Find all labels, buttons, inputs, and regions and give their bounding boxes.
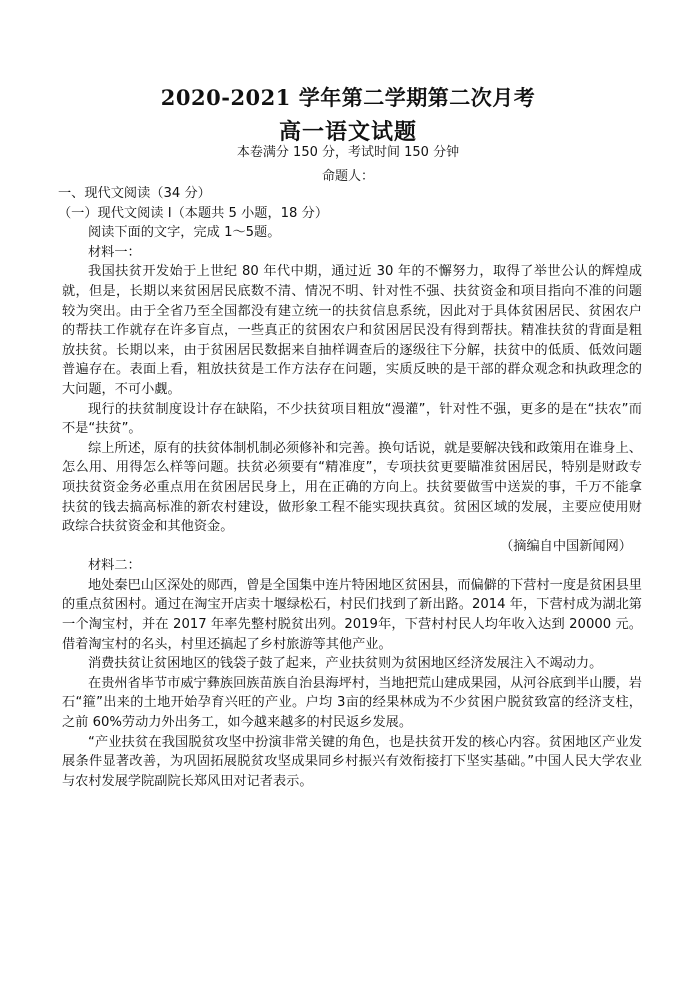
material2-paragraph-2: 消费扶贫让贫困地区的钱袋子鼓了起来，产业扶贫则为贫困地区经济发展注入不竭动力。 bbox=[88, 656, 603, 672]
instruction: 阅读下面的文字，完成 1～5题。 bbox=[88, 225, 281, 241]
part-heading: （一）现代文阅读 I（本题共 5 小题，18 分） bbox=[58, 205, 329, 221]
material2-paragraph-4: “产业扶贫在我国脱贫攻坚中扮演非常关键的角色，也是扶贫开发的核心内容。贫困地区产业发展条件显著改善，为巩固拓展脱贫攻坚成果同乡村振兴有效衔接打下坚实基础。”中国人民大学农业与农村发展学院副院长郑风田对记者表示。 bbox=[62, 734, 642, 789]
exam-meta: 本卷满分 150 分，考试时间 150 分钟 bbox=[236, 145, 460, 160]
material1-paragraph-2: 现行的扶贫制度设计存在缺陷，不少扶贫项目粗放“漫灌”，针对性不强，更多的是在“扶农”而不是“扶贫”。 bbox=[62, 401, 642, 437]
material1-source: （摘编自中国新闻网） bbox=[500, 538, 632, 554]
exam-setter: 命题人： bbox=[321, 169, 374, 184]
material2-paragraph-1: 地处秦巴山区深处的郧西，曾是全国集中连片特困地区贫困县，而偏僻的下营村一度是贫困县里的重点贫困村。通过在淘宝开店卖十堰绿松石，村民们找到了新出路。2014 年，下营村成为湖北第一个淘宝村，并在 2017 年率先整村脱贫出列。2019年，下营村村民人均年收入达到 20000 元。借着淘宝村的名头，村里还搞起了乡村旅游等其他产业。 bbox=[62, 577, 642, 652]
exam-title: 2020-2021 学年第二学期第二次月考 bbox=[160, 85, 536, 110]
material1-paragraph-1: 我国扶贫开发始于上世纪 80 年代中期，通过近 30 年的不懈努力，取得了举世公认的辉煌成就，但是，长期以来贫困居民底数不清、情况不明、针对性不强、扶贫资金和项目指向不准的问题较为突出。由于全省乃至全国都没有建立统一的扶贫信息系统，因此对于具体贫困居民、贫困农户的帮扶工作就存在许多盲点，一些真正的贫困农户和贫困居民没有得到帮扶。精准扶贫的背面是粗放扶贫。长期以来，由于贫困居民数据来自抽样调查后的逐级往下分解，扶贫中的低质、低效问题普遍存在。表面上看，粗放扶贫是工作方法存在问题，实质反映的是干部的群众观念和执政理念的大问题，不可小觑。 bbox=[62, 264, 642, 397]
material1-paragraph-3: 综上所述，原有的扶贫体制机制必须修补和完善。换句话说，就是要解决钱和政策用在谁身上、怎么用、用得怎么样等问题。扶贫必须要有“精准度”，专项扶贫更要瞄准贫困居民，特别是财政专项扶贫资金务必重点用在贫困居民身上，用在正确的方向上。扶贫要做雪中送炭的事，千万不能拿扶贫的钱去搞高标准的新农村建设，做形象工程不能实现扶真贫。贫困区域的发展，主要应使用财政综合扶贫资金和其他资金。 bbox=[62, 440, 642, 535]
material1-label: 材料一： bbox=[88, 244, 141, 260]
material2-label: 材料二： bbox=[88, 558, 141, 574]
exam-subtitle: 高一语文试题 bbox=[278, 119, 417, 145]
section-heading: 一、现代文阅读（34 分） bbox=[58, 186, 211, 201]
material2-paragraph-3: 在贵州省毕节市威宁彝族回族苗族自治县海坪村，当地把荒山建成果园，从河谷底到半山腰，岩石“箍”出来的土地开始孕育兴旺的产业。户均 3亩的经果林成为不少贫困户脱贫致富的经济支柱，之前 60%劳动力外出务工，如今越来越多的村民返乡发展。 bbox=[62, 675, 642, 731]
exam-body bbox=[58, 184, 642, 791]
